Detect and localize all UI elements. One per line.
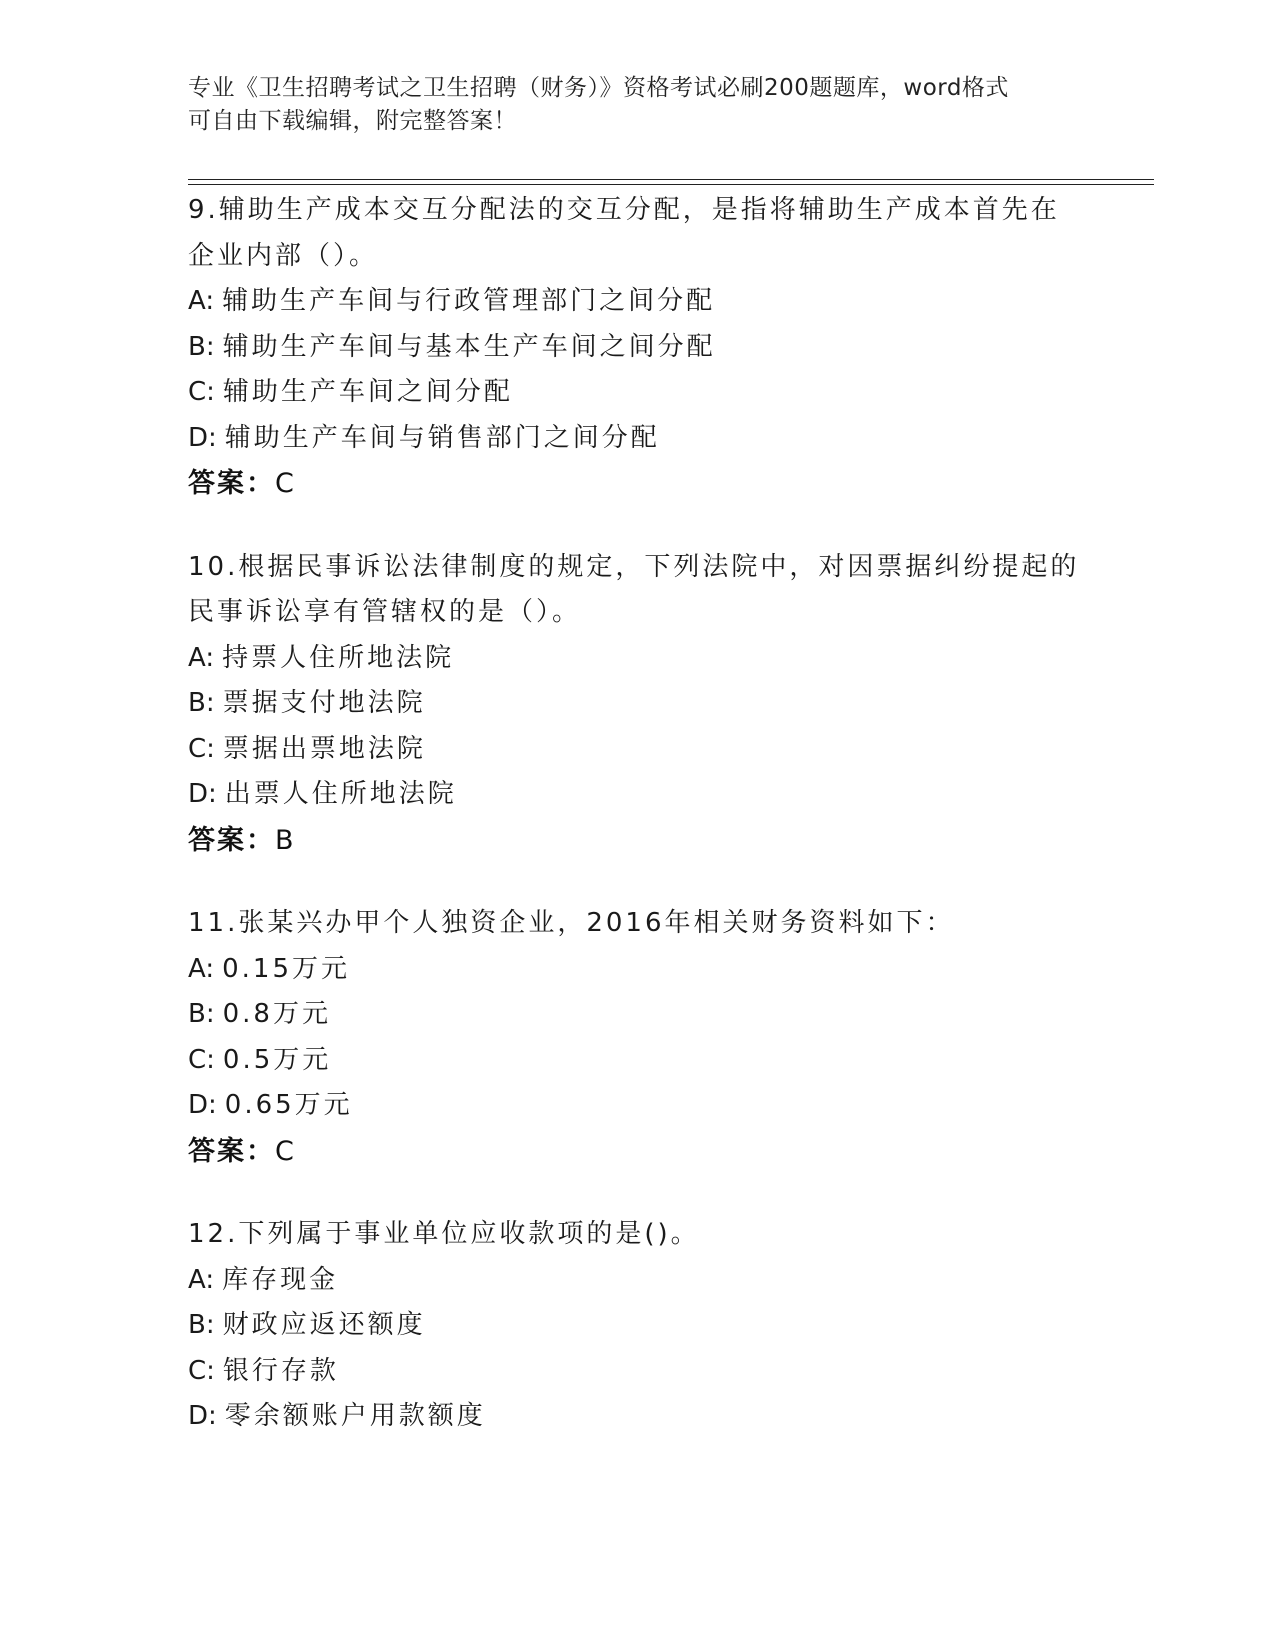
option-letter: A: <box>188 1264 215 1295</box>
option-b <box>188 992 1088 1038</box>
option-text: 辅助生产车间之间分配 <box>222 377 513 407</box>
question-text-line: 10.根据民事诉讼法律制度的规定，下列法院中，对因票据纠纷提起的 <box>188 551 1080 582</box>
answer-label: 答案： <box>188 1135 275 1167</box>
option-letter: C: <box>188 377 215 407</box>
question-12 <box>188 1212 1088 1440</box>
option-d <box>188 416 1088 462</box>
option-b <box>188 681 1088 727</box>
answer-value: C <box>275 468 294 499</box>
question-text-line: 民事诉讼享有管辖权的是（）。 <box>188 597 582 627</box>
answer-value: C <box>275 1135 294 1167</box>
option-text: 出票人住所地法院 <box>224 779 457 809</box>
option-c <box>188 370 1088 416</box>
answer <box>188 1129 1088 1175</box>
option-c <box>188 727 1088 773</box>
option-letter: A: <box>188 953 215 984</box>
option-text: 持票人住所地法院 <box>222 642 455 673</box>
answer-label: 答案： <box>188 468 275 499</box>
question-text-line: 11.张某兴办甲个人独资企业，2016年相关财务资料如下： <box>188 908 955 938</box>
question-11 <box>188 901 1088 1174</box>
option-text: 辅助生产车间与行政管理部门之间分配 <box>222 286 716 316</box>
document-header <box>188 72 1088 138</box>
answer-value: B <box>275 824 294 856</box>
question-text-line: 9.辅助生产成本交互分配法的交互分配，是指将辅助生产成本首先在 <box>188 195 1060 225</box>
header-divider-top <box>188 179 1154 180</box>
question-text-line: 企业内部（）。 <box>188 240 379 271</box>
option-text: 0.5万元 <box>222 1044 332 1075</box>
option-letter: A: <box>188 642 215 673</box>
header-line-1: 专业《卫生招聘考试之卫生招聘（财务）》资格考试必刷200题题库，word格式 <box>188 75 1009 101</box>
option-letter: B: <box>188 1310 215 1340</box>
option-b <box>188 325 1088 371</box>
option-d <box>188 1083 1088 1129</box>
header-line-2: 可自由下载编辑，附完整答案！ <box>188 108 517 134</box>
option-text: 0.15万元 <box>222 953 350 984</box>
option-text: 银行存款 <box>222 1355 339 1386</box>
option-a <box>188 947 1088 993</box>
option-letter: A: <box>188 286 215 316</box>
option-letter: B: <box>188 688 215 718</box>
option-letter: D: <box>188 1401 217 1431</box>
answer <box>188 818 1088 864</box>
option-text: 零余额账户用款额度 <box>224 1401 486 1431</box>
option-letter: D: <box>188 422 217 453</box>
header-divider-bottom <box>188 184 1154 185</box>
question-10 <box>188 545 1088 864</box>
option-letter: D: <box>188 1090 217 1120</box>
option-letter: C: <box>188 1044 215 1075</box>
question-9 <box>188 188 1088 507</box>
option-text: 票据支付地法院 <box>222 688 426 718</box>
option-text: 0.65万元 <box>224 1090 353 1120</box>
option-text: 辅助生产车间与销售部门之间分配 <box>224 422 660 453</box>
answer-label: 答案： <box>188 824 275 856</box>
question-list <box>188 188 1088 1478</box>
option-text: 0.8万元 <box>222 999 331 1029</box>
option-c <box>188 1038 1088 1084</box>
option-text: 财政应返还额度 <box>222 1310 426 1340</box>
option-a <box>188 1258 1088 1304</box>
option-letter: C: <box>188 733 215 764</box>
option-letter: D: <box>188 779 217 809</box>
option-letter: B: <box>188 331 215 362</box>
option-d <box>188 1394 1088 1440</box>
option-text: 辅助生产车间与基本生产车间之间分配 <box>222 331 716 362</box>
option-b <box>188 1303 1088 1349</box>
answer <box>188 461 1088 507</box>
option-letter: B: <box>188 999 215 1029</box>
option-text: 票据出票地法院 <box>222 733 426 764</box>
option-a <box>188 279 1088 325</box>
option-text: 库存现金 <box>222 1264 339 1295</box>
option-c <box>188 1349 1088 1395</box>
option-d <box>188 772 1088 818</box>
question-text-line: 12.下列属于事业单位应收款项的是()。 <box>188 1219 700 1249</box>
option-letter: C: <box>188 1355 215 1386</box>
option-a <box>188 636 1088 682</box>
